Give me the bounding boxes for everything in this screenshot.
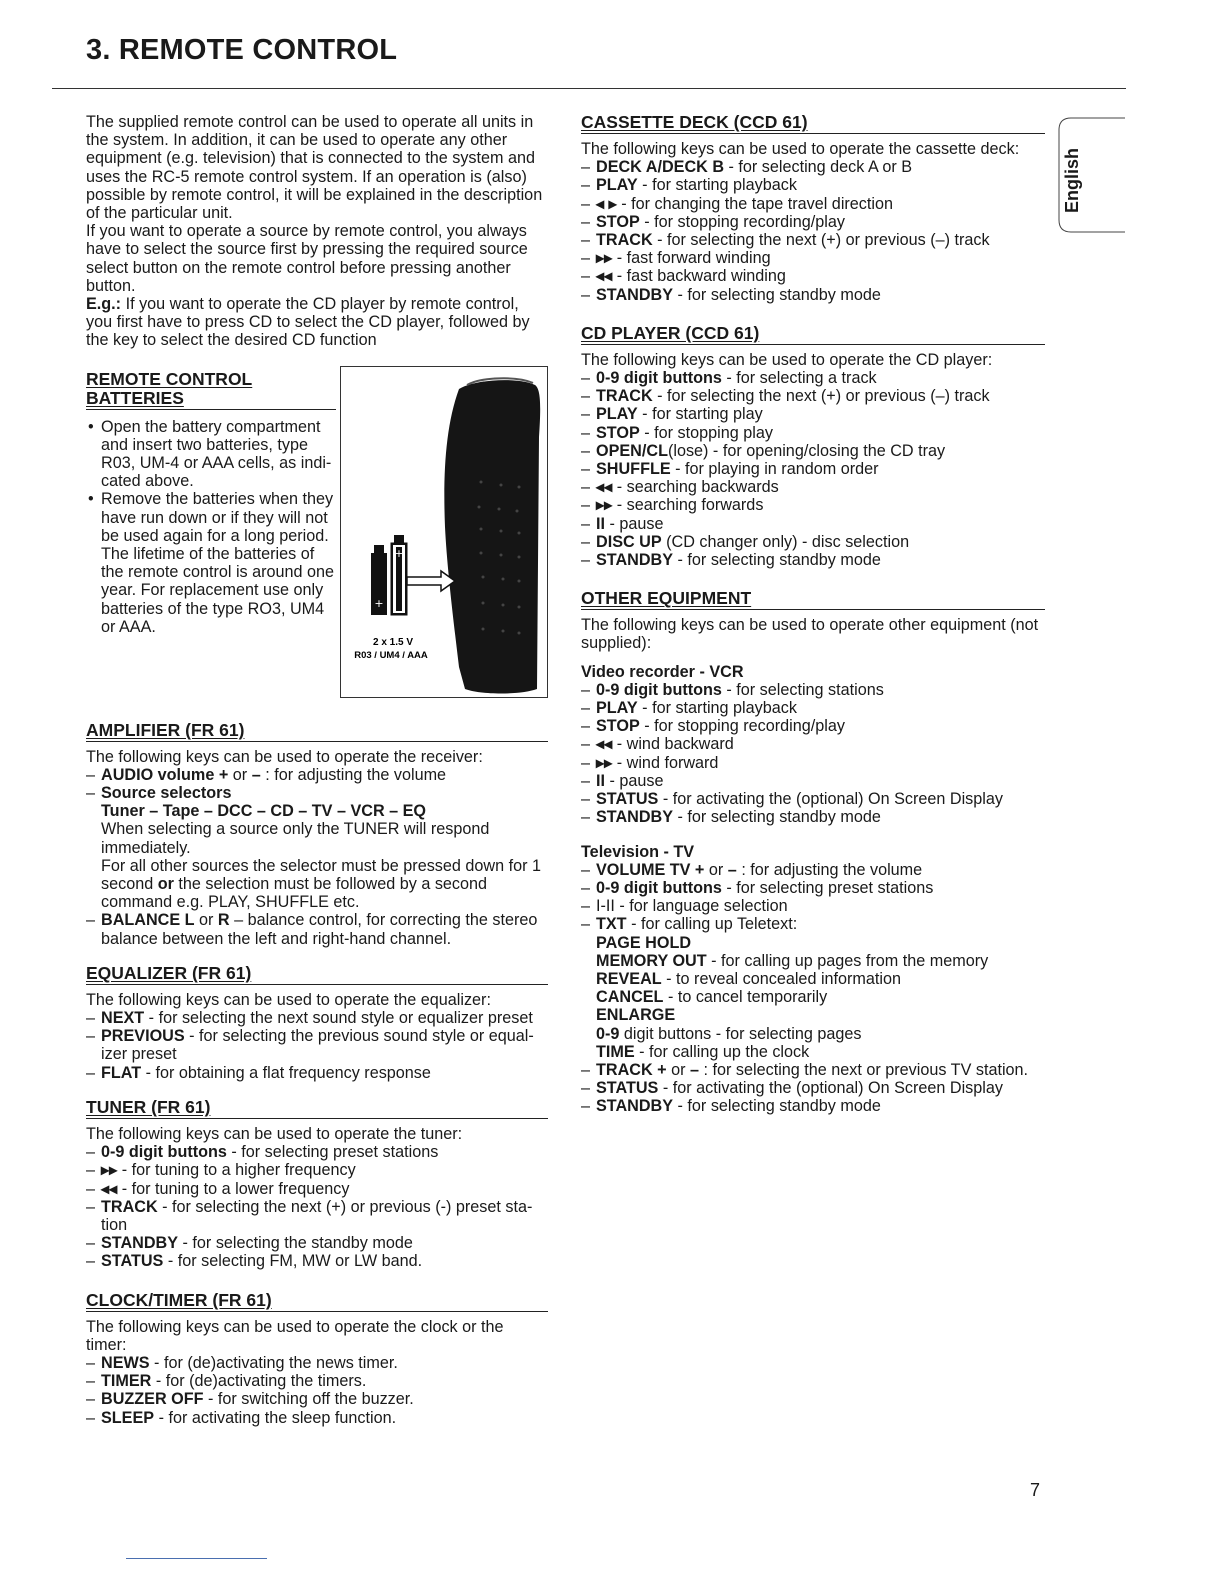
txt-sub-list bbox=[596, 934, 1045, 1061]
left-column bbox=[86, 113, 548, 1427]
list-item: – II - pause bbox=[581, 515, 1045, 533]
title-rule bbox=[52, 88, 1126, 89]
list-item: – TRACK + or – : for selecting the next or previous TV station. bbox=[581, 1061, 1045, 1079]
list-item: – STATUS - for selecting FM, MW or LW band. bbox=[86, 1252, 548, 1270]
cd-player-list bbox=[581, 369, 1045, 569]
list-item: – DISC UP (CD changer only) - disc selection bbox=[581, 533, 1045, 551]
vcr-heading: Video recorder - VCR bbox=[581, 662, 744, 681]
list-item: CANCEL - to cancel temporarily bbox=[596, 988, 828, 1007]
page-title: 3. REMOTE CONTROL bbox=[86, 34, 398, 66]
list-item: – VOLUME TV + or – : for adjusting the volume bbox=[581, 861, 1045, 879]
list-item: – 0-9 digit buttons - for selecting stations bbox=[581, 681, 1045, 699]
eg-label: E.g.: bbox=[86, 295, 122, 314]
cassette-heading: CASSETTE DECK (CCD 61) bbox=[581, 113, 1045, 134]
page-number: 7 bbox=[1030, 1480, 1041, 1500]
list-item: – TRACK - for selecting the next (+) or previous (-) preset sta-tion bbox=[86, 1198, 548, 1234]
list-item: – 0-9 digit buttons - for selecting preset stations bbox=[581, 879, 1045, 897]
figure-label-type: R03 / UM4 / AAA bbox=[354, 649, 428, 661]
batteries-list bbox=[86, 418, 336, 545]
tv-heading: Television - TV bbox=[581, 842, 695, 861]
amplifier-list bbox=[86, 766, 548, 948]
language-tab: English bbox=[1061, 147, 1082, 213]
list-item: – STOP - for stopping recording/play bbox=[581, 717, 1045, 735]
equalizer-heading: EQUALIZER (FR 61) bbox=[86, 964, 548, 985]
list-item: – TIMER - for (de)activating the timers. bbox=[86, 1372, 548, 1390]
list-item: – 0-9 digit buttons - for selecting preset stations bbox=[86, 1143, 548, 1161]
list-item: – STANDBY - for selecting the standby mode bbox=[86, 1234, 548, 1252]
list-item: – TRACK - for selecting the next (+) or previous (–) track bbox=[581, 387, 1045, 405]
batteries-heading: REMOTE CONTROL BATTERIES bbox=[86, 370, 336, 410]
list-item: • Open the battery compartment and insert two batteries, type R03, UM-4 or AAA cells, as indi-cated above. bbox=[86, 418, 336, 491]
tv-list bbox=[581, 861, 1045, 1116]
list-item: – SLEEP - for activating the sleep function. bbox=[86, 1409, 548, 1427]
arrow-icon bbox=[407, 571, 455, 591]
list-item: – STOP - for stopping recording/play bbox=[581, 213, 1045, 231]
list-item: – PLAY - for starting playback bbox=[581, 176, 1045, 194]
intro-paragraph-1: The supplied remote control can be used to operate all units in the system. In addition, it can be used to operate any other equipment (e.g. television) that is connected to the system and uses the RC-5 remote control system. If an operation is (also) possible by remote control, it will be explained in the description of the particular unit. bbox=[86, 113, 543, 223]
list-item: – ▸▸ - for tuning to a higher frequency bbox=[86, 1161, 548, 1179]
list-item: – ▸▸ - wind forward bbox=[581, 754, 1045, 772]
intro-paragraph-3 bbox=[86, 295, 548, 350]
list-item: – DECK A/DECK B - for selecting deck A or B bbox=[581, 158, 1045, 176]
list-item: – BUZZER OFF - for switching off the buzzer. bbox=[86, 1390, 548, 1408]
list-item: – ◂ ▸ - for changing the tape travel direction bbox=[581, 195, 1045, 213]
svg-text:+: + bbox=[374, 596, 384, 610]
tuner-heading: TUNER (FR 61) bbox=[86, 1098, 548, 1119]
list-item: – Source selectors Tuner – Tape – DCC – CD – TV – VCR – EQ When selecting a source only the TUNER will respond immediately. For all other sources the selector must be pressed down for 1 second or the selection must be followed by a second command e.g. PLAY, SHUFFLE etc. bbox=[86, 784, 548, 911]
list-item: • Remove the batteries when they have run down or if they will not be used again for a long period. bbox=[86, 490, 336, 545]
cassette-list bbox=[581, 158, 1045, 304]
clock-timer-list bbox=[86, 1354, 548, 1427]
svg-text:+: + bbox=[394, 546, 404, 560]
list-item: – STATUS - for activating the (optional) On Screen Display bbox=[581, 1079, 1045, 1097]
list-item: – AUDIO volume + or – : for adjusting the volume bbox=[86, 766, 548, 784]
other-equipment-intro: The following keys can be used to operate other equipment (not supplied): bbox=[581, 616, 1039, 653]
list-item: – I-II - for language selection bbox=[581, 897, 1045, 915]
batteries-section bbox=[86, 370, 548, 696]
list-item: – ◂◂ - for tuning to a lower frequency bbox=[86, 1180, 548, 1198]
list-item: PAGE HOLD bbox=[596, 933, 692, 952]
list-item: – ◂◂ - searching backwards bbox=[581, 478, 1045, 496]
list-item: – NEXT - for selecting the next sound style or equalizer preset bbox=[86, 1009, 548, 1027]
vcr-list bbox=[581, 681, 1045, 827]
list-item: – FLAT - for obtaining a flat frequency response bbox=[86, 1064, 548, 1082]
cassette-intro: The following keys can be used to operate the cassette deck: bbox=[581, 140, 1020, 158]
list-item: – STATUS - for activating the (optional) On Screen Display bbox=[581, 790, 1045, 808]
battery-figure bbox=[340, 366, 548, 698]
equalizer-list bbox=[86, 1009, 548, 1082]
list-item: – STOP - for stopping play bbox=[581, 424, 1045, 442]
amplifier-intro: The following keys can be used to operate the receiver: bbox=[86, 747, 483, 766]
list-item: – ▸▸ - fast forward winding bbox=[581, 249, 1045, 267]
cd-player-heading: CD PLAYER (CCD 61) bbox=[581, 324, 1045, 345]
list-item: – STANDBY - for selecting standby mode bbox=[581, 551, 1045, 569]
list-item: 0-9 digit buttons - for selecting pages bbox=[596, 1024, 862, 1043]
list-item: – SHUFFLE - for playing in random order bbox=[581, 460, 1045, 478]
equalizer-intro: The following keys can be used to operate the equalizer: bbox=[86, 990, 491, 1009]
other-equipment-heading: OTHER EQUIPMENT bbox=[581, 589, 1045, 610]
list-item: – 0-9 digit buttons - for selecting a track bbox=[581, 369, 1045, 387]
list-item: – II - pause bbox=[581, 772, 1045, 790]
remote-control-illustration bbox=[444, 380, 540, 693]
eg-text: If you want to operate the CD player by remote control, you first have to press CD to select the CD player, followed by the key to select the desired CD function bbox=[86, 295, 530, 350]
list-item: – STANDBY - for selecting standby mode bbox=[581, 286, 1045, 304]
clock-timer-heading: CLOCK/TIMER (FR 61) bbox=[86, 1291, 548, 1312]
list-item: – PLAY - for starting playback bbox=[581, 699, 1045, 717]
list-item: – NEWS - for (de)activating the news timer. bbox=[86, 1354, 548, 1372]
cd-player-intro: The following keys can be used to operate the CD player: bbox=[581, 350, 993, 369]
batteries-lifetime: The lifetime of the batteries of the remote control is around one year. For replacement use only batteries of the type RO3, UM4 or AAA. bbox=[101, 545, 335, 636]
list-item: – PLAY - for starting play bbox=[581, 405, 1045, 423]
list-item: – BALANCE L or R – balance control, for correcting the stereo balance between the left and right-hand channel. bbox=[86, 911, 548, 947]
right-column bbox=[581, 113, 1045, 1116]
tuner-intro: The following keys can be used to operate the tuner: bbox=[86, 1124, 463, 1143]
list-item: – PREVIOUS - for selecting the previous sound style or equal-izer preset bbox=[86, 1027, 548, 1063]
intro-paragraph-2: If you want to operate a source by remote control, you always have to select the source first by pressing the required source select button on the remote control before pressing another button. bbox=[86, 222, 528, 295]
list-item: MEMORY OUT - for calling up pages from the memory bbox=[596, 951, 989, 970]
list-item: – TXT - for calling up Teletext: PAGE HOLD MEMORY OUT - for calling up pages from the memory REVEAL - to reveal concealed information CANCEL - to cancel temporarily ENLARGE 0-9 digit buttons - for selecting pages TIME - for calling up the clock bbox=[581, 915, 1045, 1061]
tuner-list bbox=[86, 1143, 548, 1270]
battery-icon bbox=[371, 535, 407, 615]
list-item: – ◂◂ - fast backward winding bbox=[581, 267, 1045, 285]
footer-line bbox=[126, 1558, 267, 1559]
list-item: – ◂◂ - wind backward bbox=[581, 735, 1045, 753]
list-item: TIME - for calling up the clock bbox=[596, 1042, 810, 1061]
amplifier-heading: AMPLIFIER (FR 61) bbox=[86, 721, 548, 742]
list-item: – TRACK - for selecting the next (+) or previous (–) track bbox=[581, 231, 1045, 249]
figure-label-voltage: 2 x 1.5 V bbox=[372, 636, 414, 648]
list-item: – STANDBY - for selecting standby mode bbox=[581, 808, 1045, 826]
list-item: REVEAL - to reveal concealed information bbox=[596, 969, 902, 988]
list-item: ENLARGE bbox=[596, 1006, 676, 1025]
list-item: – STANDBY - for selecting standby mode bbox=[581, 1097, 1045, 1115]
clock-timer-intro: The following keys can be used to operate the clock or the timer: bbox=[86, 1317, 504, 1354]
list-item: – OPEN/CL(lose) - for opening/closing the CD tray bbox=[581, 442, 1045, 460]
list-item: – ▸▸ - searching forwards bbox=[581, 496, 1045, 514]
